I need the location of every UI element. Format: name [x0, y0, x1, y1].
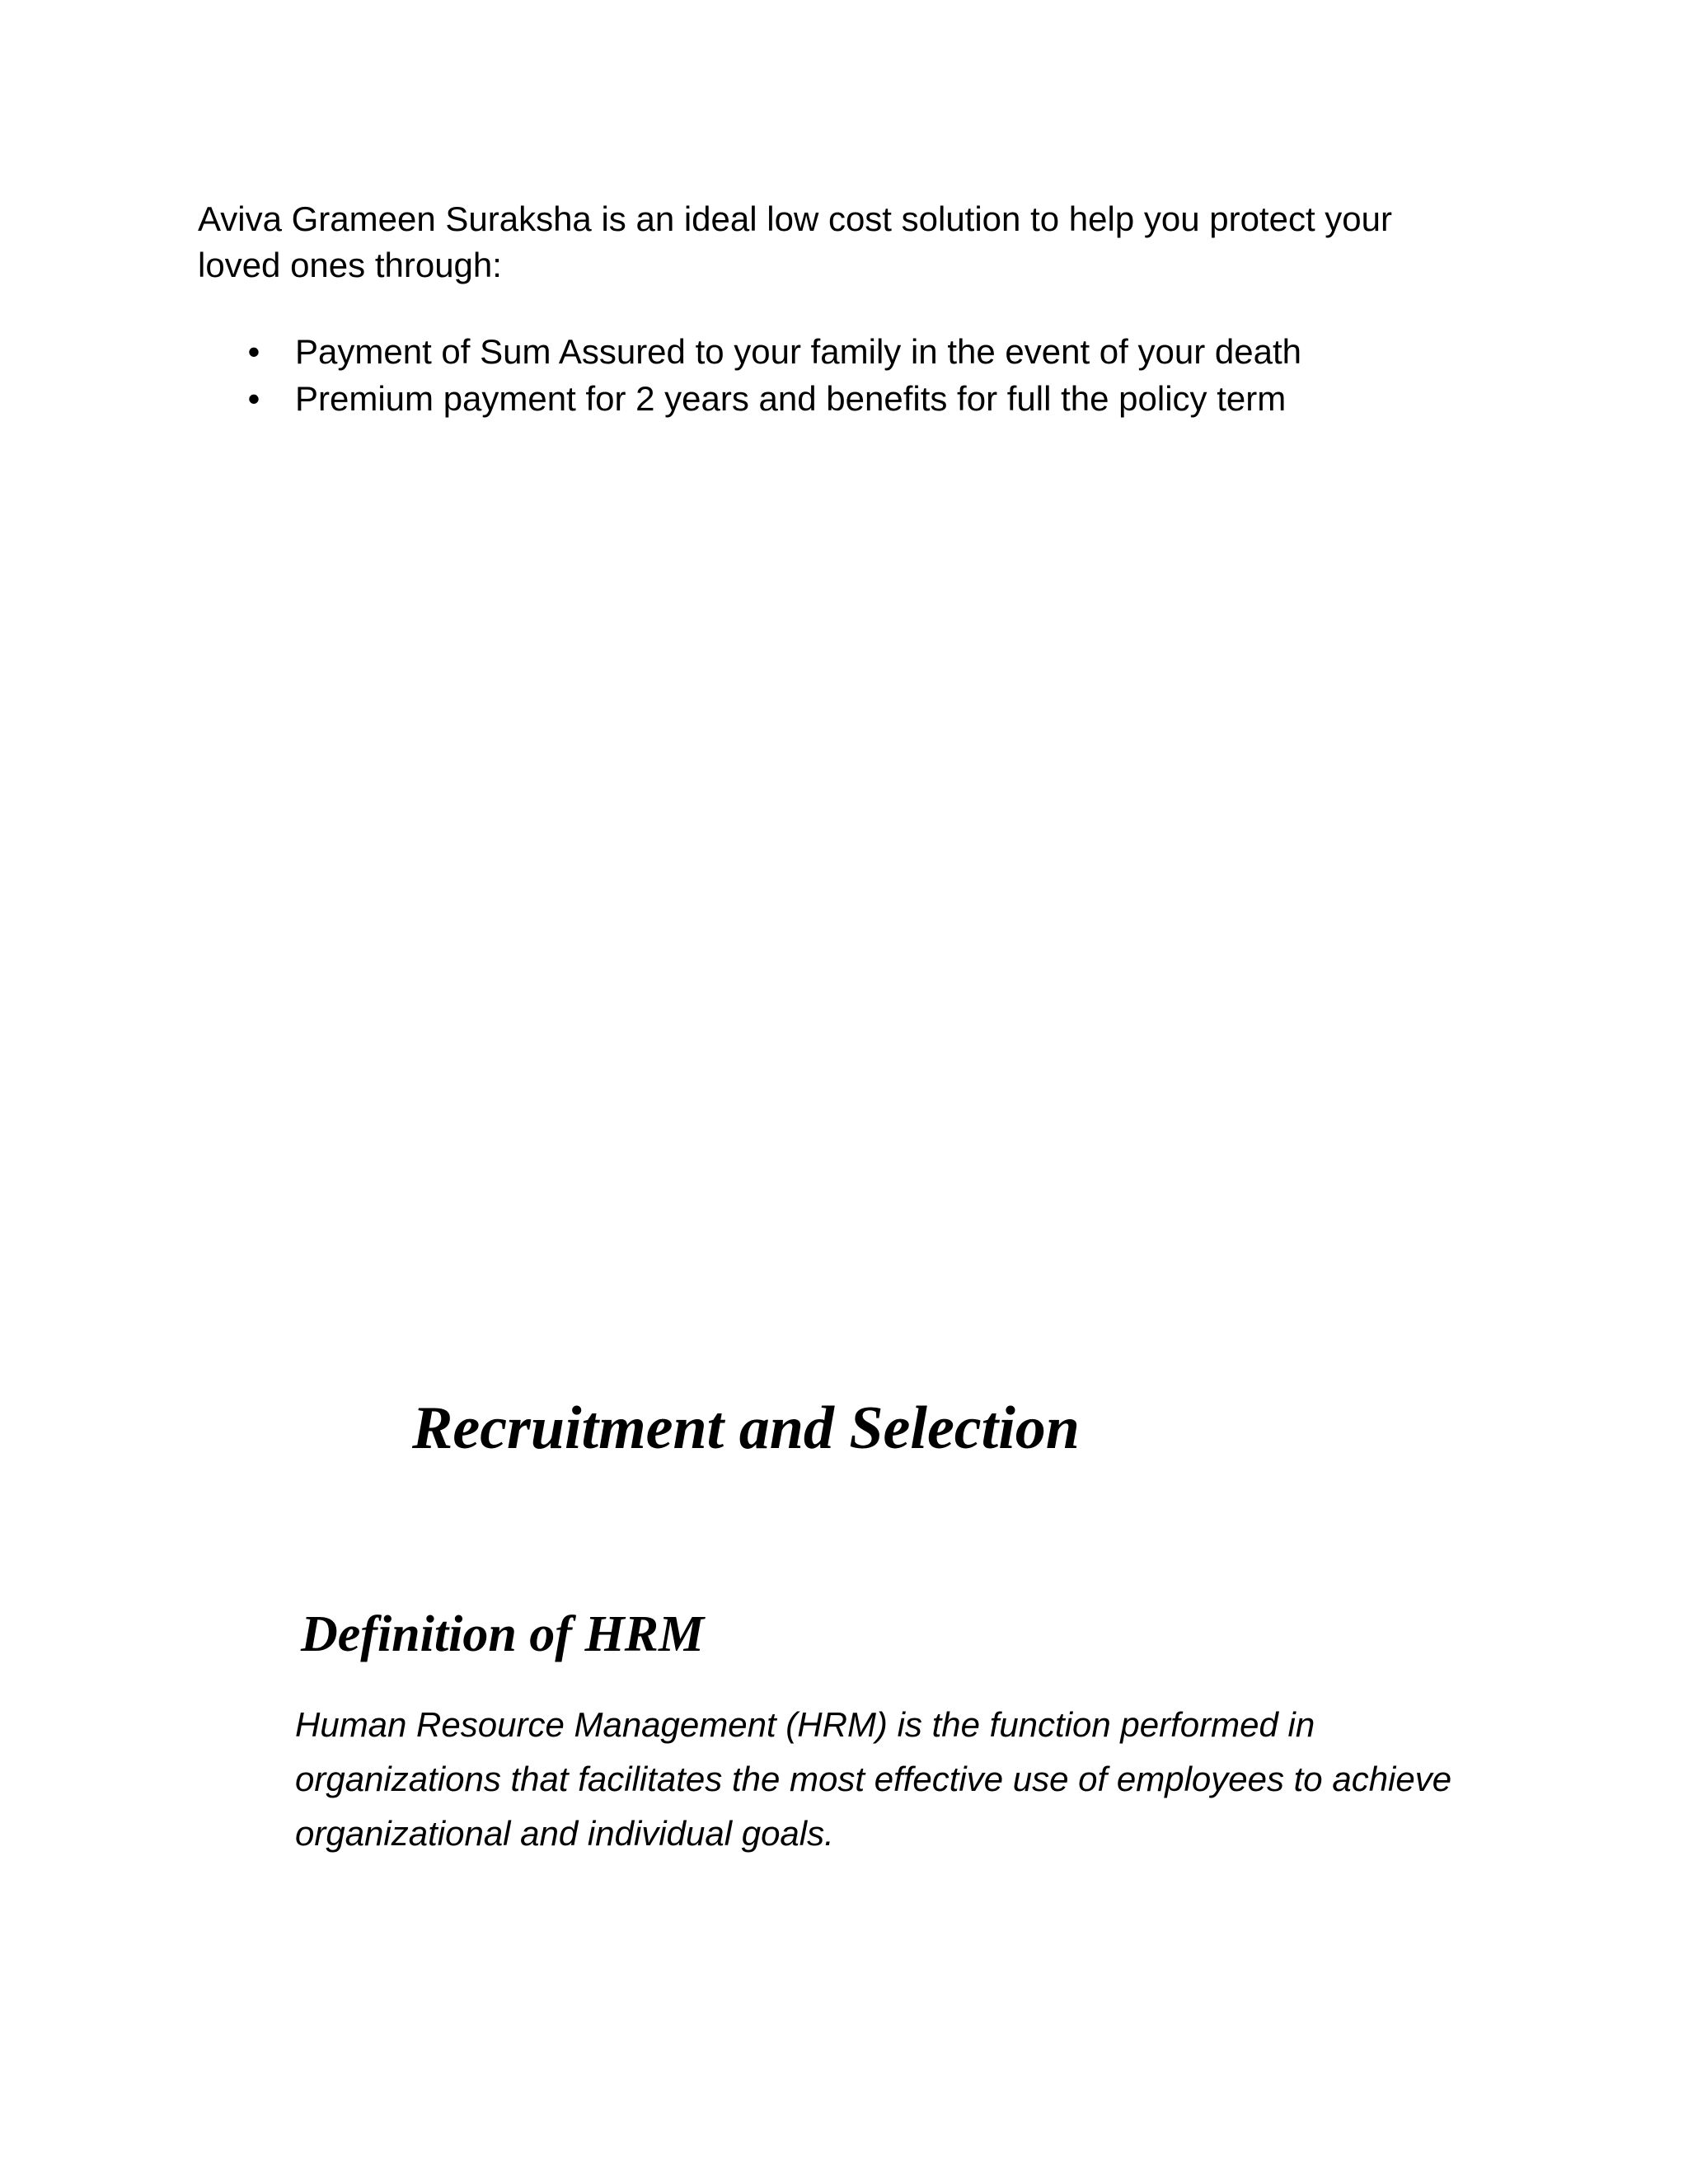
- definition-paragraph: [295, 1698, 1498, 1861]
- section-heading: Recruitment and Selection: [412, 1394, 1080, 1462]
- intro-line-2: loved ones through:: [198, 246, 502, 284]
- bullet-text: Premium payment for 2 years and benefits for full the policy term: [295, 379, 1287, 418]
- list-item: [198, 328, 1484, 375]
- definition-line-1: Human Resource Management (HRM) is the function performed in: [295, 1705, 1315, 1744]
- list-item: [198, 375, 1484, 422]
- definition-line-3: organizational and individual goals.: [295, 1814, 834, 1853]
- bullet-icon: •: [247, 332, 260, 371]
- definition-line-2: organizations that facilitates the most effective use of employees to achieve: [295, 1760, 1452, 1798]
- definition-heading: Definition of HRM: [301, 1606, 705, 1662]
- intro-paragraph: [198, 196, 1484, 288]
- benefit-bullet-list: [198, 328, 1484, 422]
- bullet-text: Payment of Sum Assured to your family in the event of your death: [295, 332, 1301, 371]
- bullet-icon: •: [247, 379, 260, 418]
- intro-line-1: Aviva Grameen Suraksha is an ideal low cost solution to help you protect your: [198, 199, 1392, 238]
